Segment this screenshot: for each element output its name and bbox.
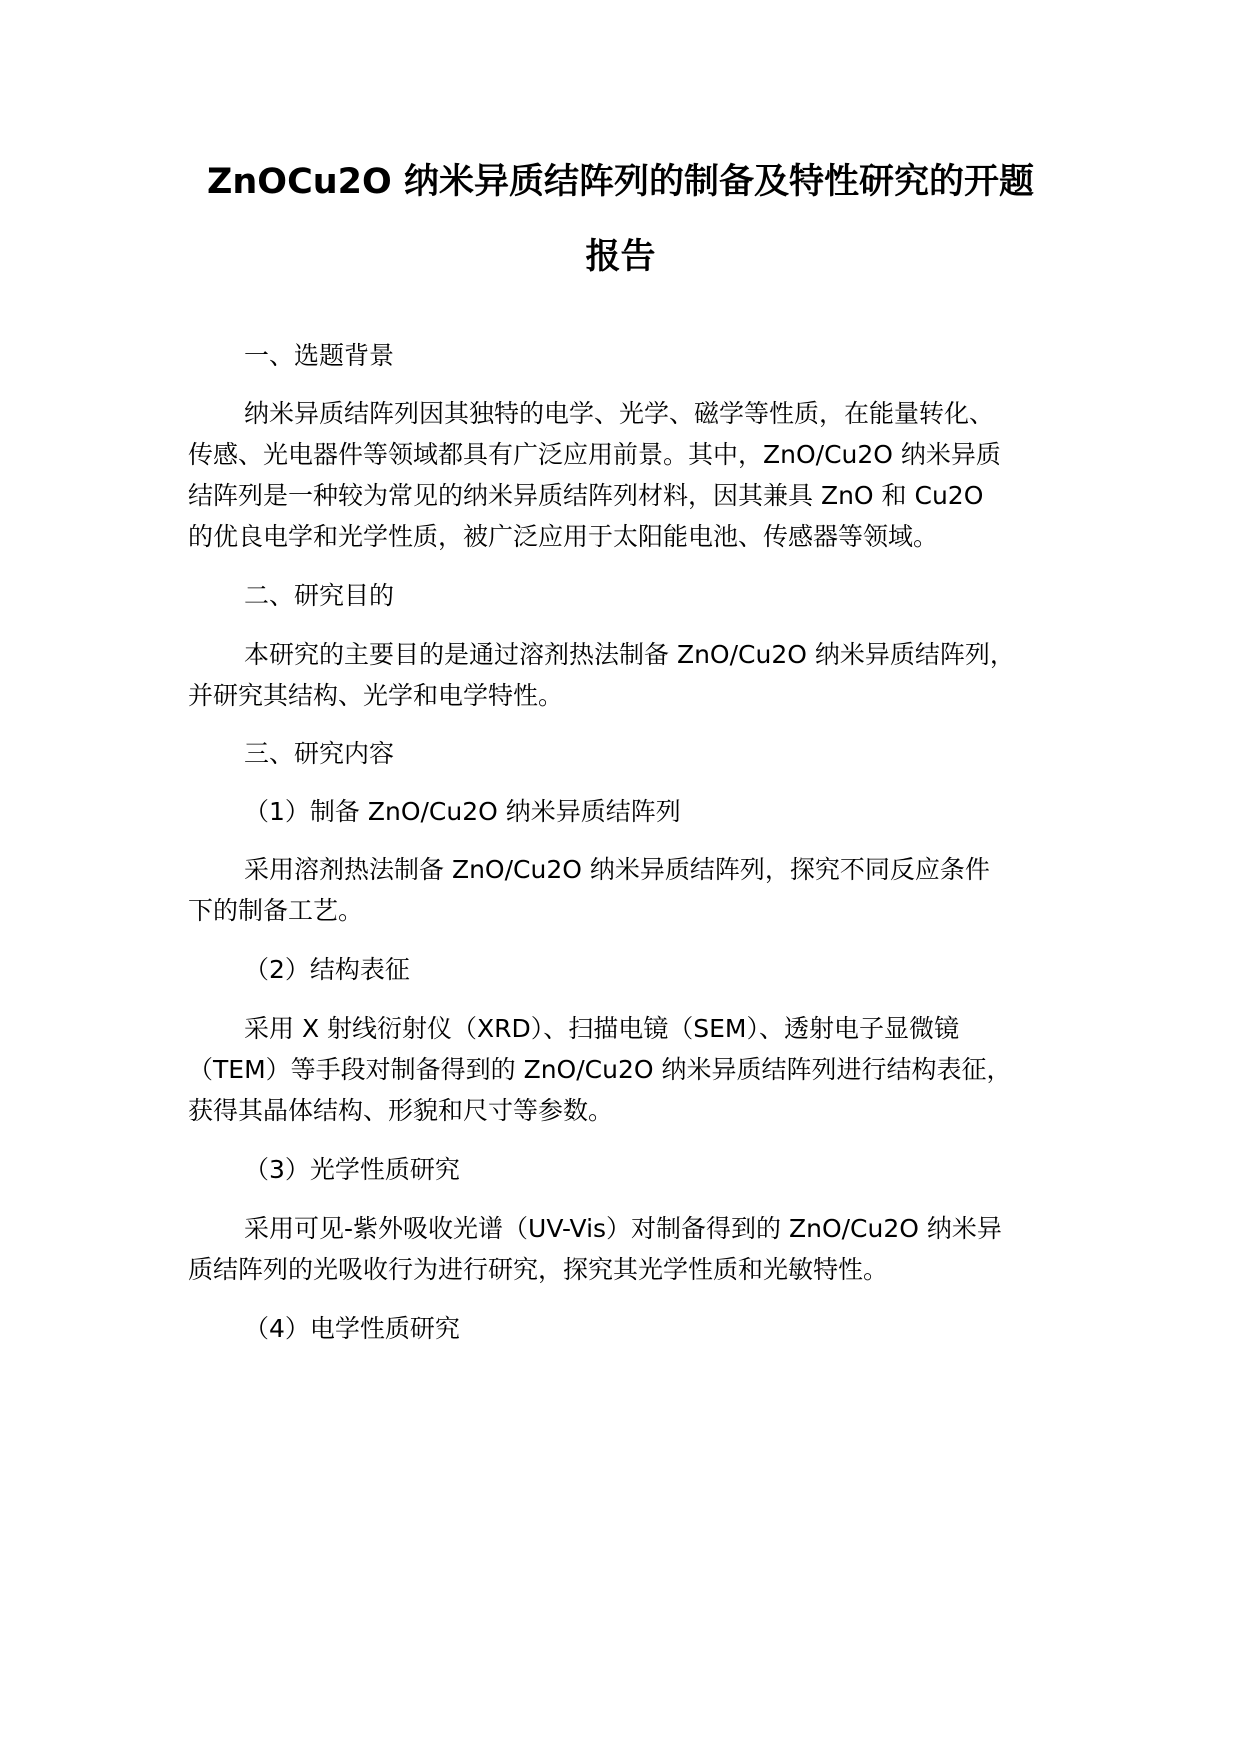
paragraph-line: （TEM）等手段对制备得到的 ZnO/Cu2O 纳米异质结阵列进行结构表征， [188, 1055, 1012, 1084]
paragraph-line: 获得其晶体结构、形貌和尺寸等参数。 [188, 1096, 614, 1125]
paragraph-line: 的优良电学和光学性质，被广泛应用于太阳能电池、传感器等领域。 [188, 522, 939, 551]
document-title-line-2: 报告 [585, 237, 656, 277]
section-heading-content: 三、研究内容 [244, 739, 395, 768]
paragraph-line: 下的制备工艺。 [188, 896, 364, 925]
paragraph-line: 纳米异质结阵列因其独特的电学、光学、磁学等性质，在能量转化、 [244, 399, 995, 428]
subsection-heading-electrical: （4）电学性质研究 [244, 1314, 460, 1343]
subsection-heading-structure: （2）结构表征 [244, 955, 410, 984]
paragraph-line: 采用 X 射线衍射仪（XRD）、扫描电镜（SEM）、透射电子显微镜 [244, 1014, 960, 1043]
paragraph-line: 本研究的主要目的是通过溶剂热法制备 ZnO/Cu2O 纳米异质结阵列， [244, 640, 1015, 669]
paragraph-line: 结阵列是一种较为常见的纳米异质结阵列材料，因其兼具 ZnO 和 Cu2O [188, 481, 984, 510]
section-heading-purpose: 二、研究目的 [244, 581, 395, 610]
subsection-heading-preparation: （1）制备 ZnO/Cu2O 纳米异质结阵列 [244, 797, 681, 826]
document-title-line-1: ZnOCu2O 纳米异质结阵列的制备及特性研究的开题 [207, 162, 1034, 202]
paragraph-line: 并研究其结构、光学和电学特性。 [188, 681, 564, 710]
paragraph-line: 传感、光电器件等领域都具有广泛应用前景。其中，ZnO/Cu2O 纳米异质 [188, 440, 1001, 469]
subsection-heading-optical: （3）光学性质研究 [244, 1155, 460, 1184]
paragraph-line: 采用可见-紫外吸收光谱（UV-Vis）对制备得到的 ZnO/Cu2O 纳米异 [244, 1214, 1002, 1243]
section-heading-background: 一、选题背景 [244, 341, 395, 370]
paragraph-line: 质结阵列的光吸收行为进行研究，探究其光学性质和光敏特性。 [188, 1255, 889, 1284]
paragraph-line: 采用溶剂热法制备 ZnO/Cu2O 纳米异质结阵列，探究不同反应条件 [244, 855, 990, 884]
